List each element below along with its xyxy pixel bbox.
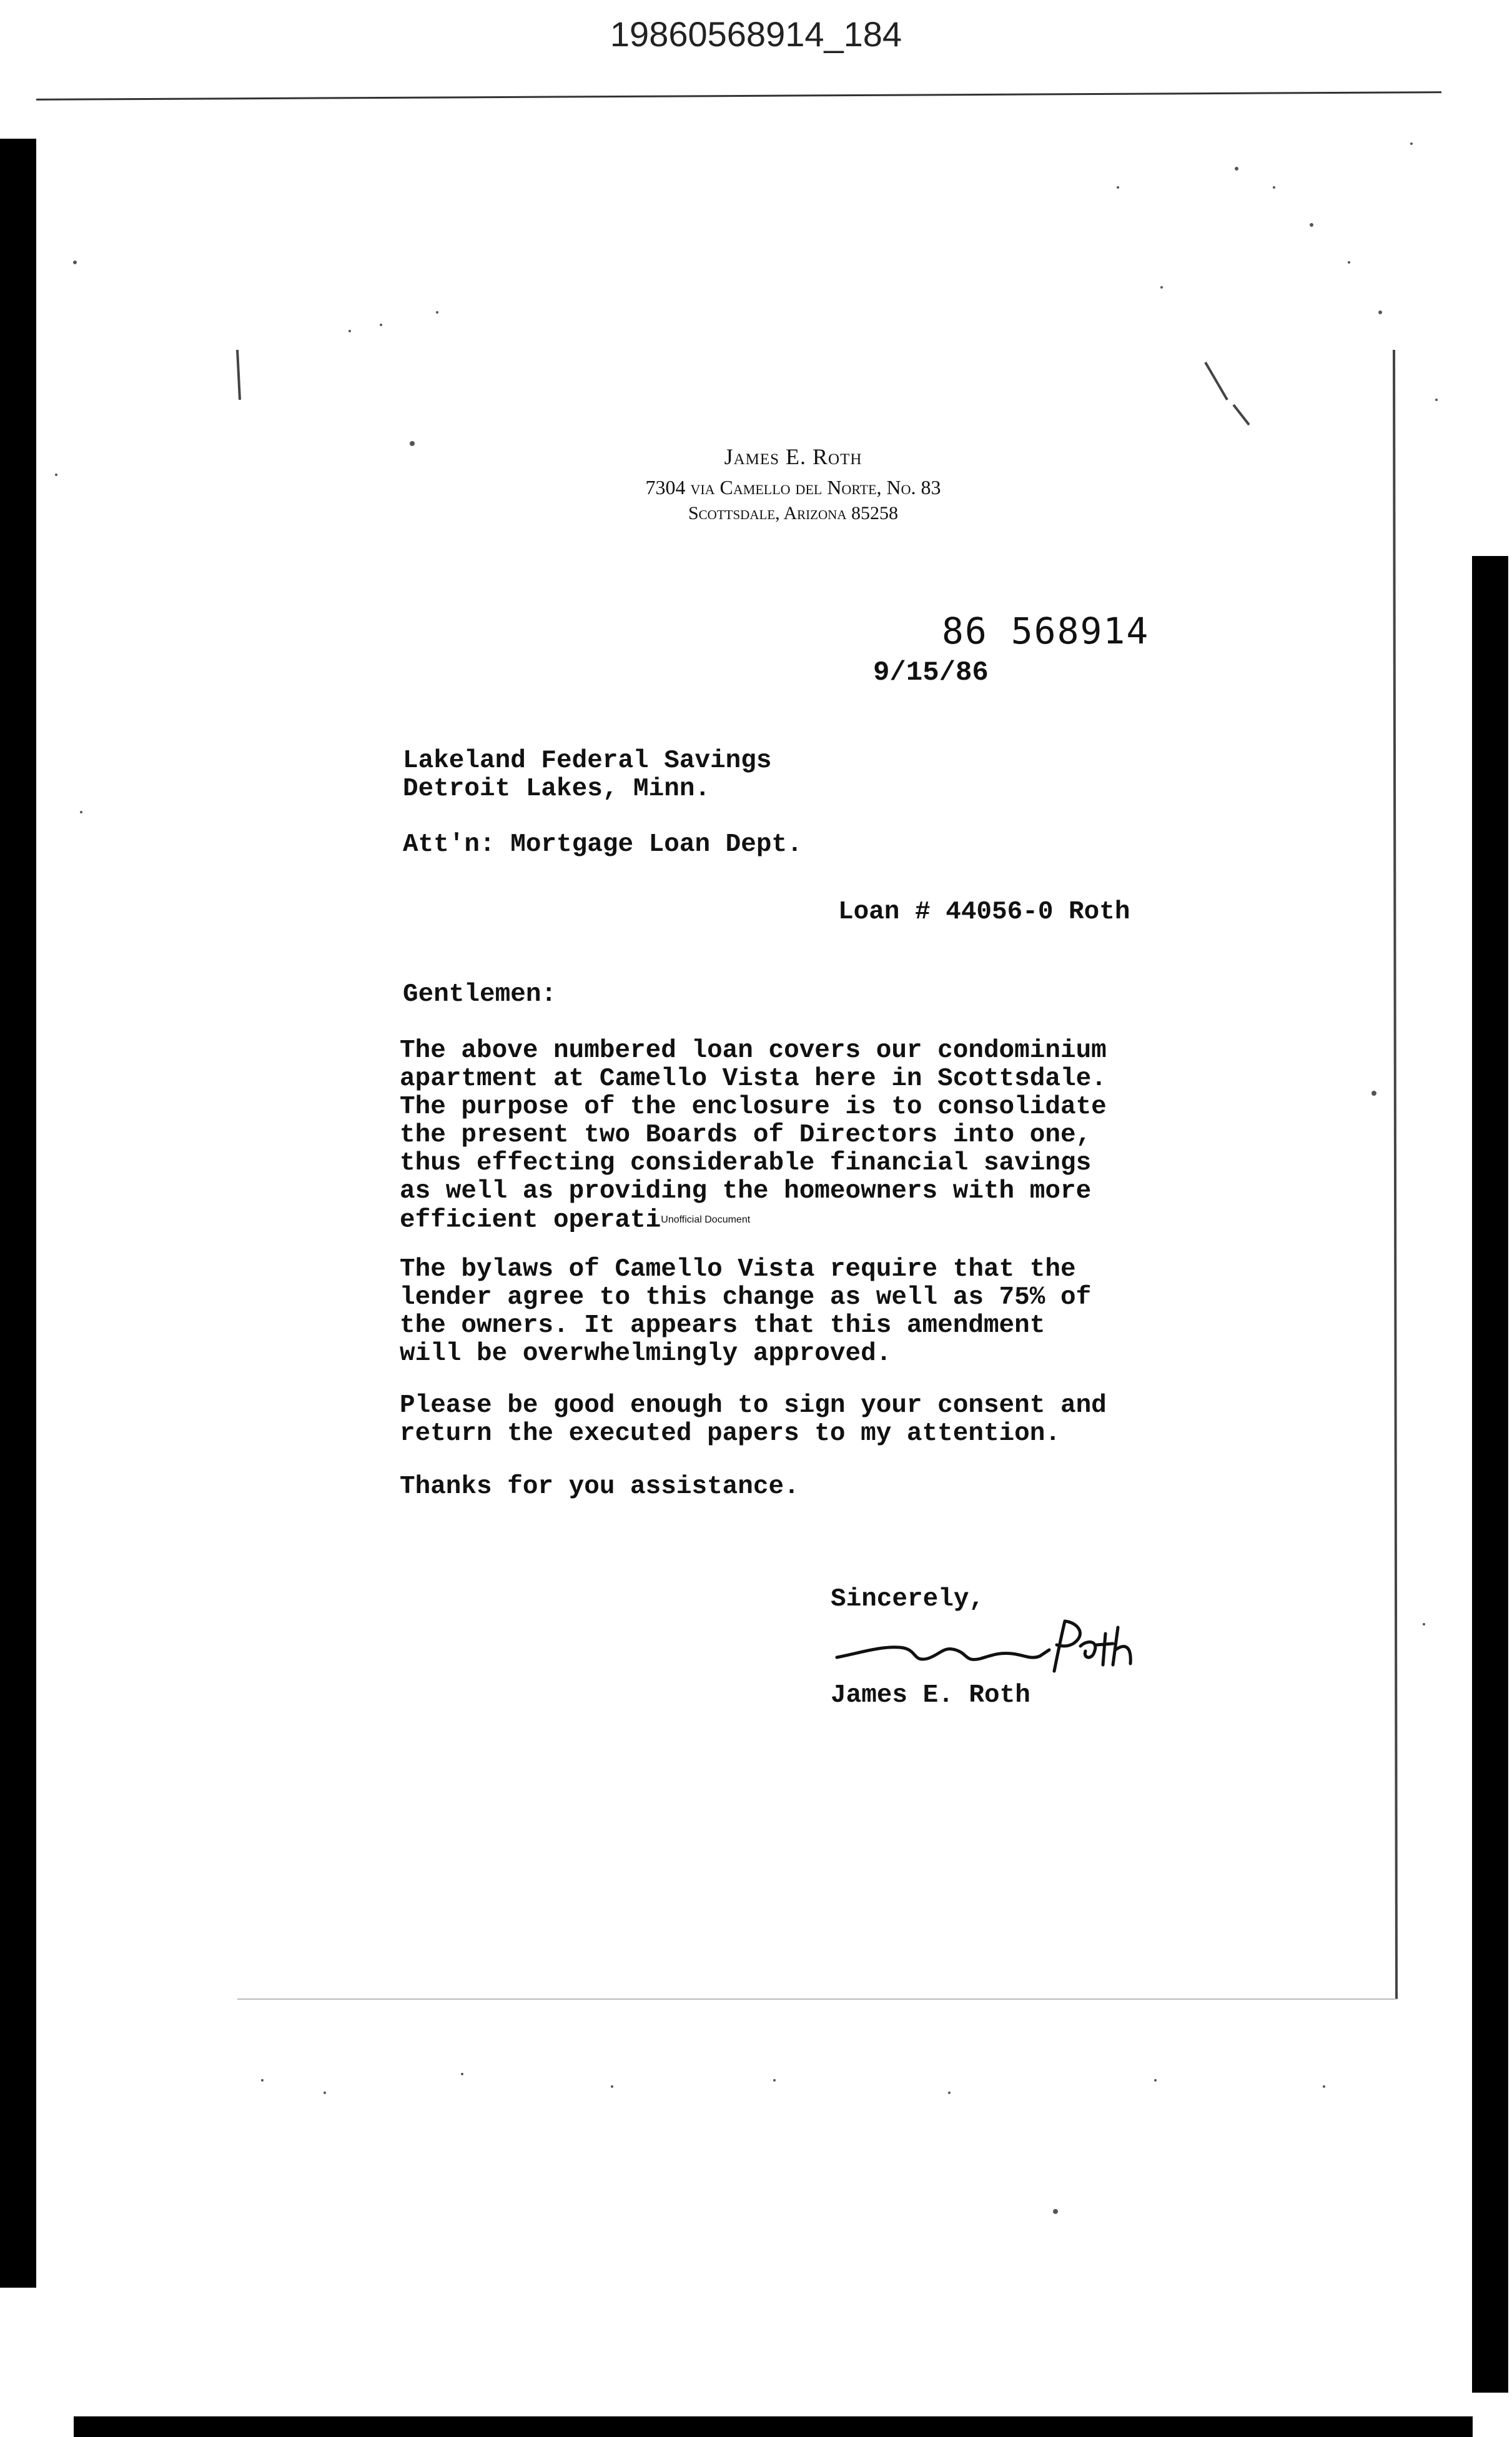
document-id: 19860568914_184: [610, 14, 902, 54]
paragraph-2: [400, 1256, 1091, 1368]
text-line: apartment at Camello Vista here in Scottsdale.: [400, 1065, 1107, 1093]
text-line: lender agree to this change as well as 75% of: [400, 1283, 1092, 1312]
text-line: as well as providing the homeowners with more: [400, 1177, 1092, 1206]
recipient-line: Lakeland Federal Savings: [403, 747, 772, 775]
letterhead-street: 7304 via Camello del Norte, No. 83: [645, 476, 941, 499]
recipient-address: [403, 747, 772, 803]
text-line: the owners. It appears that this amendment: [400, 1311, 1045, 1340]
letterhead-name: James E. Roth: [724, 444, 862, 469]
text-line: The purpose of the enclosure is to consolidate: [400, 1093, 1107, 1121]
unofficial-document-label: Unofficial Document: [661, 1214, 751, 1225]
signer-name: James E. Roth: [831, 1681, 1030, 1710]
text-fragment: efficient operati: [400, 1206, 661, 1235]
text-line: Please be good enough to sign your consent and: [400, 1391, 1107, 1420]
text-line: thus effecting considerable financial savings: [400, 1149, 1092, 1178]
handwritten-signature: [824, 1609, 1174, 1684]
paragraph-1: [400, 1037, 1107, 1234]
text-line: [400, 1206, 1107, 1234]
text-line: The above numbered loan covers our condominium: [400, 1036, 1107, 1065]
letter-date: 9/15/86: [873, 657, 989, 688]
stamp-number: 86 568914: [942, 610, 1150, 652]
loan-reference: Loan # 44056-0 Roth: [838, 898, 1130, 926]
letterhead: [562, 444, 1024, 524]
salutation: Gentlemen:: [403, 980, 557, 1009]
letterhead-city: Scottsdale, Arizona 85258: [688, 503, 898, 524]
text-line: the present two Boards of Directors into one,: [400, 1121, 1092, 1149]
text-line: return the executed papers to my attention.: [400, 1419, 1060, 1448]
paragraph-4: Thanks for you assistance.: [400, 1472, 799, 1501]
attention-line: Att'n: Mortgage Loan Dept.: [403, 830, 803, 859]
text-line: will be overwhelmingly approved.: [400, 1339, 892, 1368]
text-line: The bylaws of Camello Vista require that the: [400, 1255, 1076, 1284]
recipient-line: Detroit Lakes, Minn.: [403, 775, 711, 803]
closing: Sincerely,: [831, 1585, 985, 1614]
paragraph-3: [400, 1392, 1107, 1448]
